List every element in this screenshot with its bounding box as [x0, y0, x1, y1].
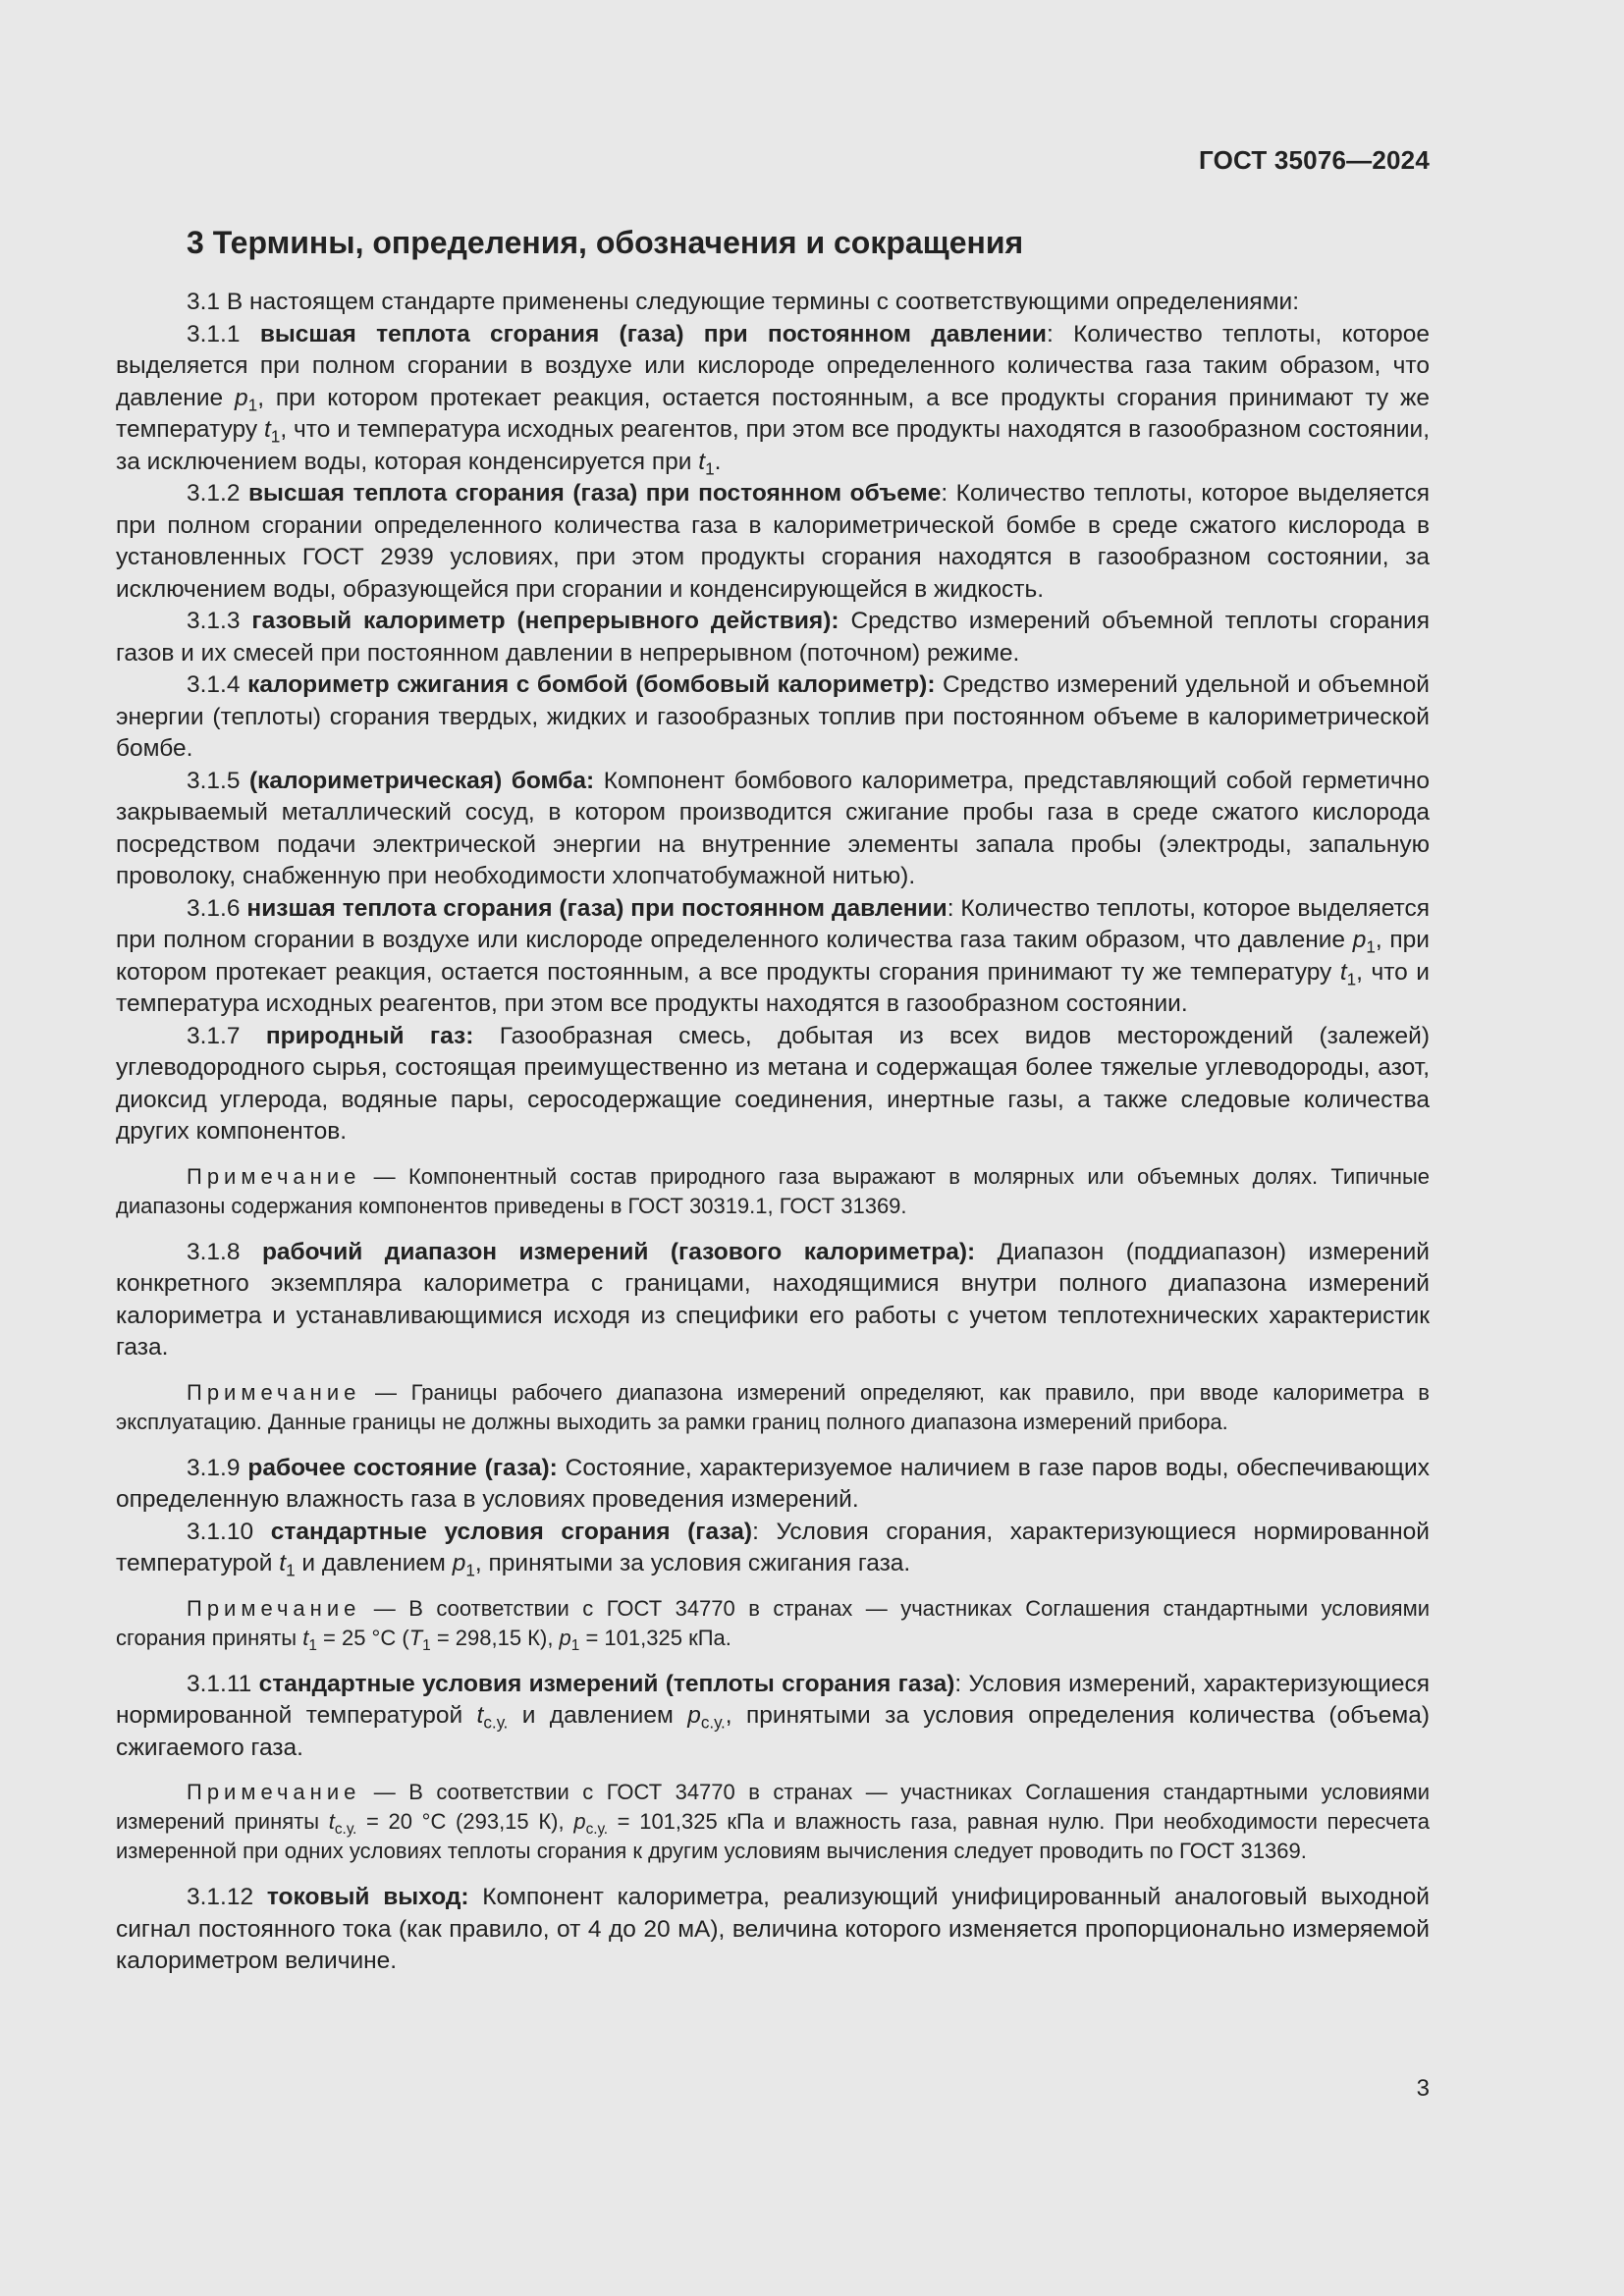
- variable: T: [408, 1625, 423, 1650]
- subscript: с.у.: [334, 1820, 357, 1838]
- subscript: 1: [1346, 968, 1357, 988]
- definition-text: Газообразная смесь, добытая из всех видов месторождений (залежей) углеводородного сырья, состоящая преимущественно из метана и содержащая более тяжелые углеводороды, азот, диоксид углерода, водяные пары, серосодержащие соединения, инертные газы, а также следовые количества других компонентов.: [116, 1022, 1430, 1145]
- separator: :: [941, 480, 956, 507]
- note-text: = 20 °С (293,15 К),: [356, 1809, 574, 1834]
- variable: p: [1352, 927, 1367, 953]
- separator: :: [947, 894, 961, 922]
- subscript: 1: [422, 1636, 431, 1654]
- subscript: 1: [247, 394, 258, 414]
- term-number: 3.1.9: [187, 1454, 248, 1481]
- subscript: 1: [270, 426, 281, 447]
- definition-text: , принятыми за условия определения количества (объема) сжигаемого газа.: [116, 1702, 1431, 1761]
- variable: p: [452, 1550, 466, 1576]
- term-3-1-2: [116, 478, 1430, 606]
- term-title: низшая теплота сгорания (газа) при постоянном давлении: [246, 894, 947, 922]
- note-label: Примечание: [187, 1163, 361, 1189]
- term-number: 3.1.3: [187, 608, 252, 634]
- term-3-1-8: [116, 1237, 1430, 1364]
- term-number: 3.1.10: [187, 1518, 271, 1545]
- subscript: 1: [465, 1560, 475, 1580]
- definition-text: Компонент бомбового калориметра, представляющий собой герметично закрываемый металлический сосуд, в котором производится сжигание пробы газа в среде сжатого кислорода посредством подачи электрической энергии на внутренние элементы запала пробы (электроды, запальную проволоку, снабженную при необходимости хлопчатобумажной нитью).: [116, 767, 1430, 889]
- term-title: газовый калориметр (непрерывного действия):: [251, 608, 839, 634]
- variable: t: [328, 1809, 335, 1834]
- separator: :: [1047, 320, 1074, 347]
- subscript: 1: [705, 457, 715, 478]
- note-label: Примечание: [187, 1780, 361, 1804]
- definition-text: , что и температура исходных реагентов, при этом все продукты находятся в газообразном состоянии, за исключением воды, которая конденсируется при: [116, 416, 1430, 475]
- note-text: = 101,325 кПа.: [579, 1625, 731, 1650]
- term-number: 3.1.4: [187, 671, 248, 698]
- subscript: 1: [286, 1560, 296, 1580]
- definition-text: Компонент калориметра, реализующий унифицированный аналоговый выходной сигнал постоянного тока (как правило, от 4 до 20 мА), величина которого изменяется пропорционально измеряемой калориметром величине.: [116, 1884, 1430, 1974]
- note-1: [116, 1162, 1430, 1221]
- definition-text: Количество теплоты, которое выделяется при полном сгорании определенного количества газа в калориметрической бомбе в среде сжатого кислорода в установленных ГОСТ 2939 условиях, при этом продукты сгорания находятся в газообразном состоянии, за исключением воды, образующейся при сгорании и конденсирующейся в жидкость.: [116, 480, 1430, 603]
- term-number: 3.1.6: [187, 894, 247, 922]
- definition-text: , при котором протекает реакция, остается постоянным, а все продукты сгорания принимают ту же температуру: [116, 927, 1430, 986]
- term-3-1-1: [116, 319, 1430, 479]
- term-number: 3.1.11: [187, 1670, 259, 1697]
- note-label: Примечание: [187, 1595, 361, 1621]
- variable: t: [1339, 958, 1347, 986]
- term-number: 3.1.8: [187, 1238, 262, 1265]
- term-title: стандартные условия измерений (теплоты сгорания газа): [258, 1670, 955, 1697]
- page-number: 3: [1416, 2075, 1430, 2102]
- term-3-1-4: [116, 669, 1430, 766]
- term-number: 3.1.1: [187, 320, 260, 347]
- definition-text: Состояние, характеризуемое наличием в газе паров воды, обеспечивающих определенную влажность газа в условиях проведения измерений.: [116, 1454, 1430, 1513]
- definition-text: и давлением: [295, 1550, 453, 1576]
- definition-text: и давлением: [508, 1702, 688, 1729]
- term-3-1-6: [116, 893, 1430, 1021]
- note-text: — Границы рабочего диапазона измерений определяют, как правило, при вводе калориметра в эксплуатацию. Данные границы не должны выходить за рамки границ полного диапазона измерений прибора.: [116, 1379, 1430, 1434]
- definition-text: Средство измерений объемной теплоты сгорания газов и их смесей при постоянном давлении в непрерывном (поточном) режиме.: [116, 608, 1430, 667]
- term-3-1-5: [116, 766, 1430, 893]
- term-title: высшая теплота сгорания (газа) при постоянном давлении: [259, 320, 1047, 347]
- subscript: с.у.: [585, 1820, 608, 1838]
- note-text: — Компонентный состав природного газа выражают в молярных или объемных долях. Типичные диапазоны содержания компонентов приведены в ГОСТ 30319.1, ГОСТ 31369.: [116, 1163, 1430, 1218]
- definition-text: Диапазон (поддиапазон) измерений конкретного экземпляра калориметра с границами, находящимися внутри полного диапазона измерений калориметра и устанавливающимися исходя из специфики его работы с учетом теплотехнических характеристик газа.: [116, 1238, 1430, 1361]
- variable: p: [687, 1702, 701, 1729]
- variable: t: [279, 1550, 287, 1576]
- note-text: — В соответствии с ГОСТ 34770 в странах — участниках Соглашения стандартными условиями сгорания приняты: [116, 1595, 1430, 1650]
- definition-text: .: [714, 448, 722, 475]
- subscript: с.у.: [483, 1712, 509, 1733]
- definition-text: Условия сгорания, характеризующиеся нормированной температурой: [116, 1518, 1430, 1576]
- term-3-1-3: [116, 606, 1430, 669]
- term-title: калориметр сжигания с бомбой (бомбовый калориметр):: [247, 671, 936, 698]
- note-text: = 298,15 К),: [430, 1625, 560, 1650]
- subscript: 1: [308, 1636, 317, 1654]
- note-3: [116, 1594, 1430, 1653]
- term-3-1-10: [116, 1517, 1430, 1580]
- definition-text: , что и температура исходных реагентов, при этом все продукты находятся в газообразном состоянии.: [116, 958, 1430, 1017]
- definition-text: Средство измерений удельной и объемной энергии (теплоты) сгорания твердых, жидких и газообразных топлив при постоянном объеме в калориметрической бомбе.: [116, 671, 1430, 762]
- variable: p: [235, 384, 248, 411]
- definition-text: Условия измерений, характеризующиеся нормированной температурой: [116, 1670, 1430, 1729]
- term-title: рабочее состояние (газа):: [247, 1454, 558, 1481]
- variable: t: [698, 448, 706, 475]
- variable: t: [476, 1702, 484, 1729]
- subscript: с.у.: [700, 1712, 726, 1733]
- term-3-1-12: [116, 1882, 1430, 1978]
- separator: :: [954, 1670, 969, 1697]
- term-number: 3.1.2: [187, 480, 248, 507]
- term-number: 3.1.12: [187, 1884, 267, 1910]
- variable: t: [263, 416, 271, 443]
- subscript: 1: [1366, 936, 1376, 957]
- variable: p: [559, 1625, 571, 1650]
- term-title: природный газ:: [265, 1022, 474, 1049]
- term-3-1-7: [116, 1021, 1430, 1148]
- document-body: [116, 222, 1430, 1978]
- term-number: 3.1.7: [187, 1022, 266, 1049]
- term-number: 3.1.5: [187, 767, 249, 794]
- variable: t: [302, 1625, 309, 1650]
- note-text: = 101,325 кПа и влажность газа, равная нулю. При необходимости пересчета измеренной при одних условиях теплоты сгорания к другим условиям вычисления следует проводить по ГОСТ 31369.: [116, 1809, 1430, 1863]
- variable: p: [573, 1809, 586, 1834]
- term-title: стандартные условия сгорания (газа): [270, 1518, 753, 1545]
- term-3-1-11: [116, 1669, 1430, 1765]
- note-2: [116, 1378, 1430, 1437]
- subscript: 1: [570, 1636, 580, 1654]
- intro-paragraph: 3.1 В настоящем стандарте применены следующие термины с соответствующими определениями:: [187, 289, 1300, 315]
- term-3-1-9: [116, 1453, 1430, 1517]
- definition-text: Количество теплоты, которое выделяется при полном сгорании в воздухе или кислороде определенного количества газа таким образом, что давление: [116, 320, 1430, 411]
- definition-text: , при котором протекает реакция, остается постоянным, а все продукты сгорания принимают ту же температуру: [116, 384, 1430, 443]
- definition-text: , принятыми за условия сжигания газа.: [474, 1550, 911, 1576]
- note-4: [116, 1778, 1430, 1866]
- note-text: = 25 °С (: [316, 1625, 409, 1650]
- section-title: 3 Термины, определения, обозначения и сокращения: [187, 225, 1024, 260]
- term-title: рабочий диапазон измерений (газового калориметра):: [261, 1238, 976, 1265]
- term-title: токовый выход:: [266, 1884, 469, 1910]
- definition-text: Количество теплоты, которое выделяется при полном сгорании в воздухе или кислороде определенного количества газа таким образом, что давление: [116, 894, 1430, 953]
- term-title: (калориметрическая) бомба:: [249, 767, 595, 794]
- document-code: ГОСТ 35076—2024: [1199, 145, 1430, 175]
- separator: :: [752, 1518, 777, 1545]
- note-label: Примечание: [187, 1379, 361, 1405]
- term-title: высшая теплота сгорания (газа) при постоянном объеме: [248, 480, 942, 507]
- note-text: — В соответствии с ГОСТ 34770 в странах — участниках Соглашения стандартными условиями измерений приняты: [116, 1780, 1430, 1834]
